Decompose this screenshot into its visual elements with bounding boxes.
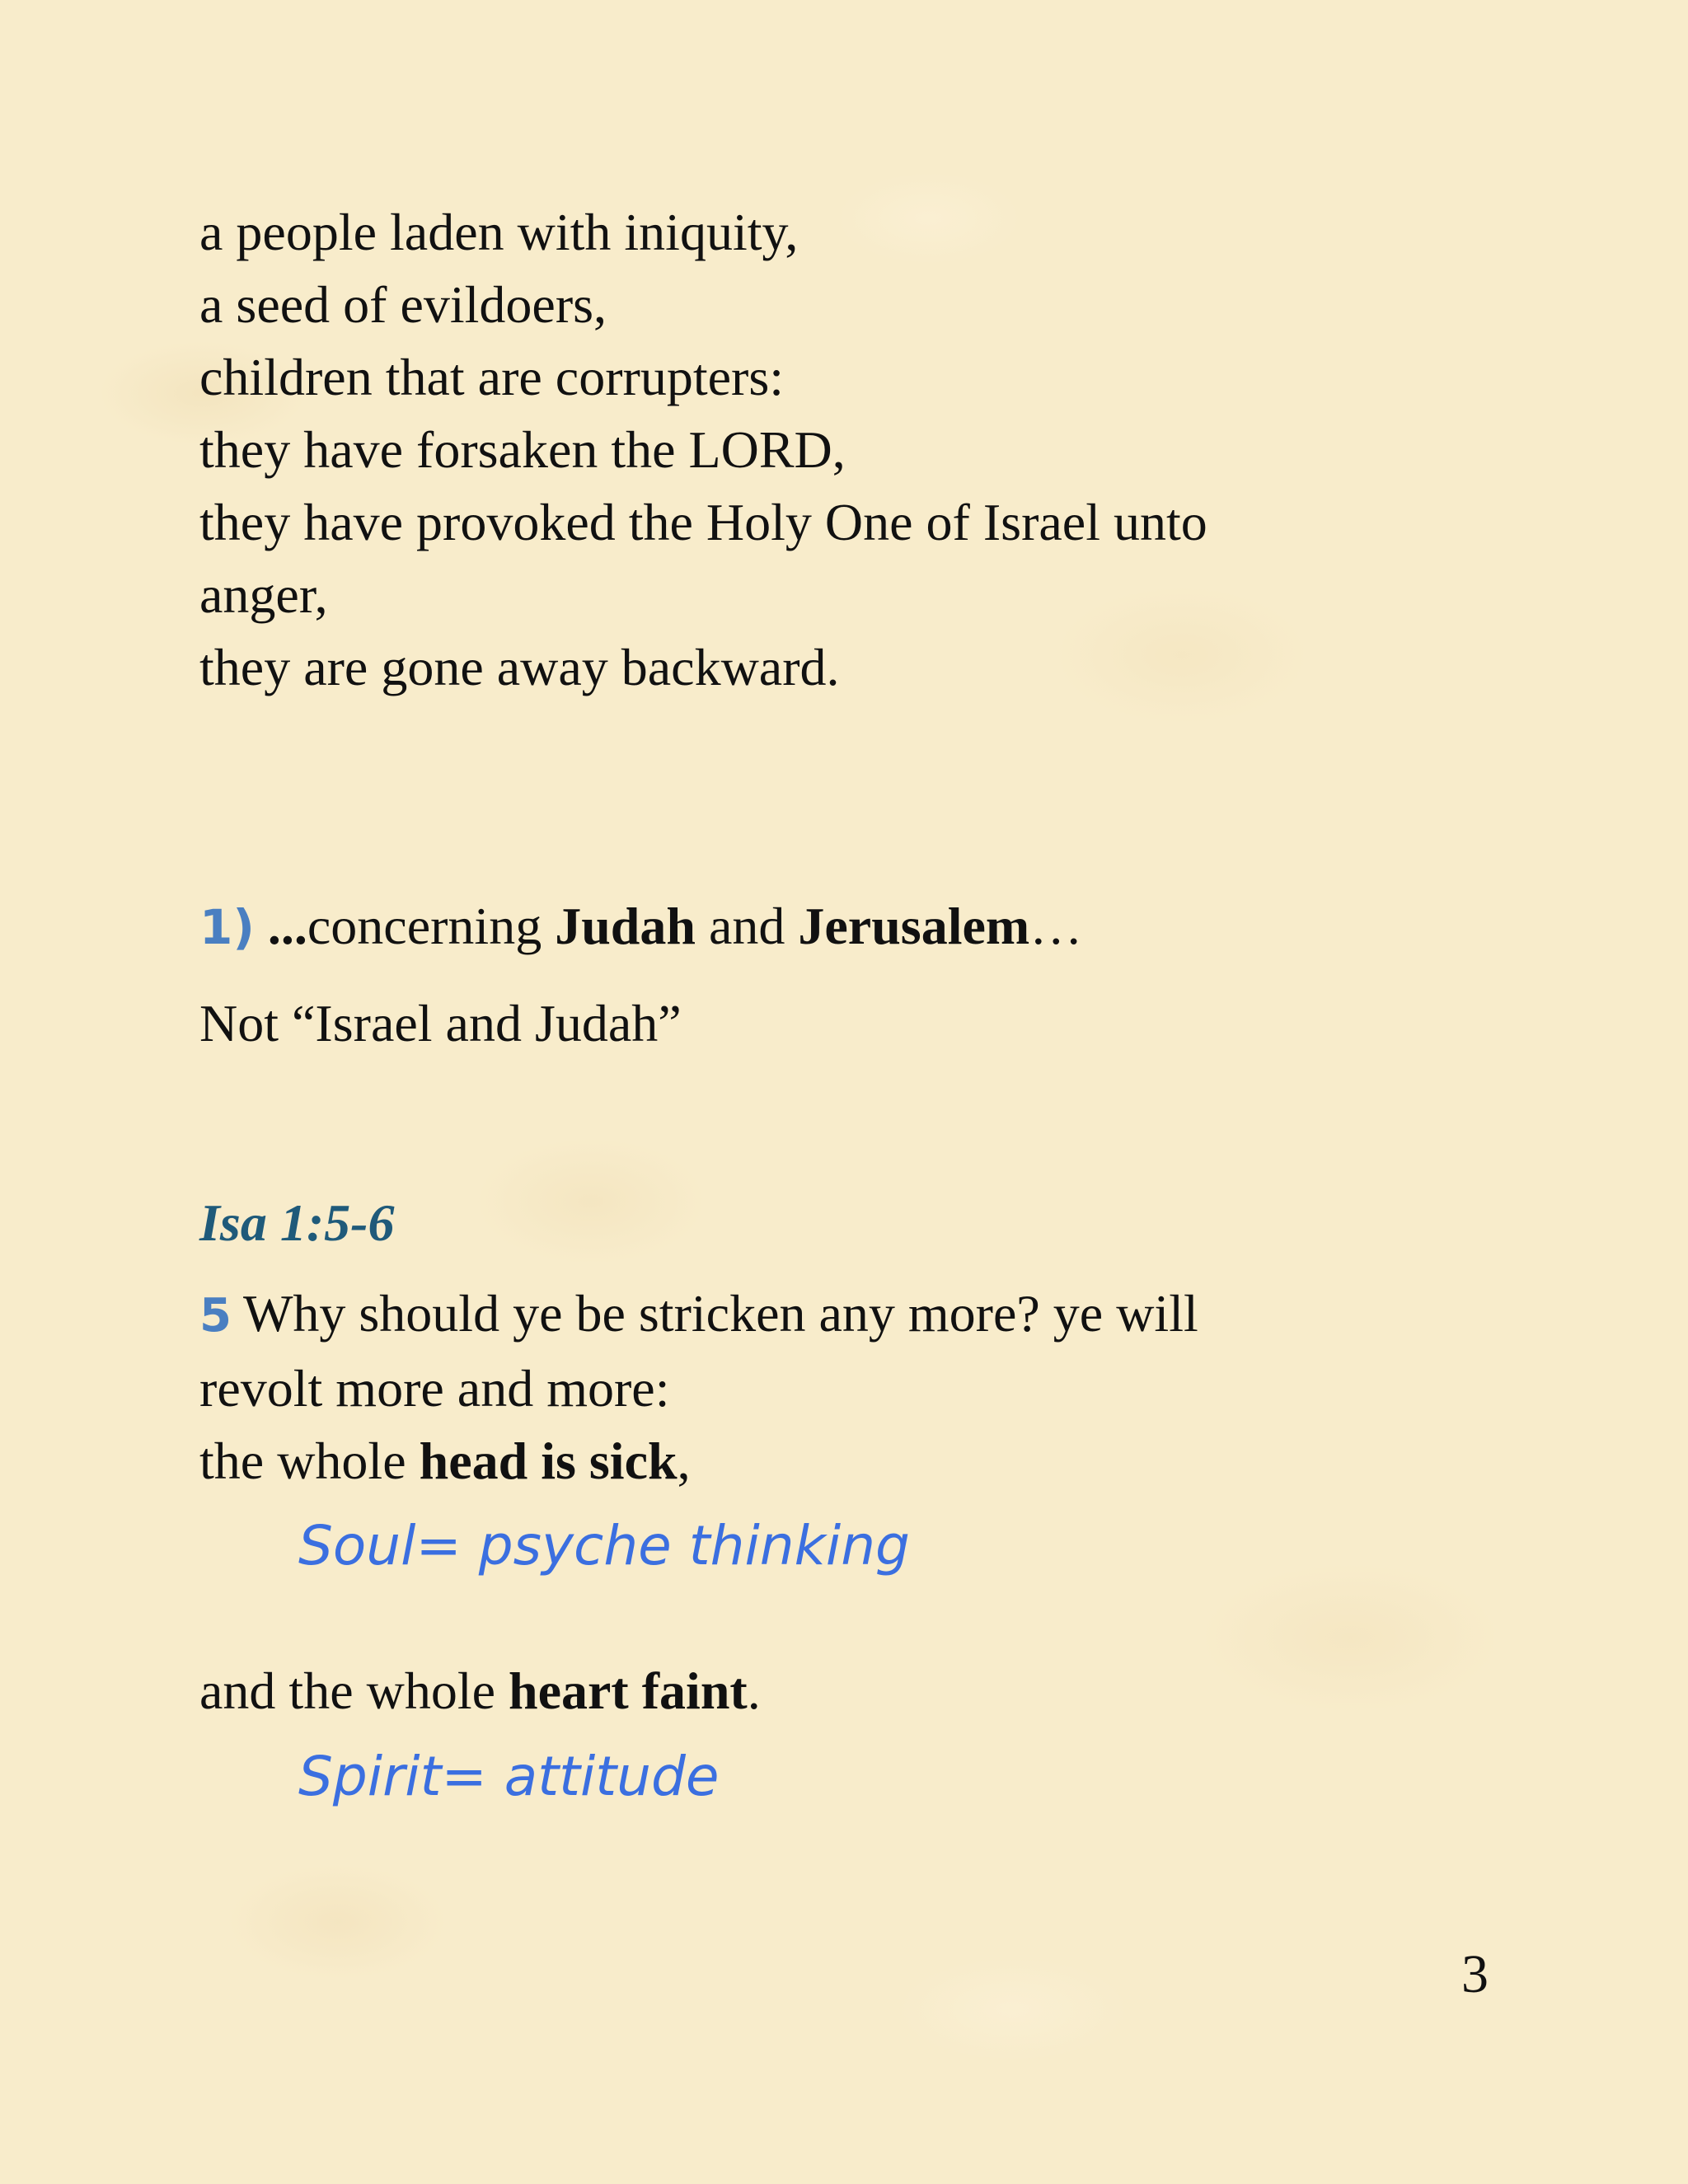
point-bold-judah: Judah xyxy=(555,897,696,955)
verse-line xyxy=(199,1425,1198,1497)
not-line: Not “Israel and Judah” xyxy=(199,994,682,1052)
poem-line: they have forsaken the LORD, xyxy=(199,420,846,479)
verse-text: Why should ye be stricken any more? ye will xyxy=(242,1284,1198,1343)
page-number: 3 xyxy=(1461,1944,1489,2004)
verse-bold-head: head is sick xyxy=(419,1432,678,1490)
heart-line xyxy=(199,1655,761,1727)
verse-line: revolt more and more: xyxy=(199,1359,670,1418)
poem-line: children that are corrupters: xyxy=(199,348,784,406)
poem-passage xyxy=(199,196,1207,704)
point-trail: … xyxy=(1029,897,1083,955)
heart-bold: heart faint xyxy=(509,1661,748,1720)
verse-text: the whole xyxy=(199,1432,420,1490)
point-lead: ... xyxy=(267,897,307,955)
poem-line: they are gone away backward. xyxy=(199,638,840,696)
poem-line: anger, xyxy=(199,565,328,624)
scripture-reference: Isa 1:5-6 xyxy=(199,1193,395,1252)
point-number: 1) xyxy=(199,899,255,955)
point-heading xyxy=(199,890,1082,963)
poem-line: they have provoked the Holy One of Israel unto xyxy=(199,493,1207,551)
verse-line xyxy=(199,1277,1198,1352)
note-spirit: Spirit= attitude xyxy=(298,1745,720,1808)
poem-line: a people laden with iniquity, xyxy=(199,203,799,261)
point-text: and xyxy=(695,897,799,955)
note-soul: Soul= psyche thinking xyxy=(298,1514,910,1577)
verse-passage xyxy=(199,1277,1198,1497)
verse-text: , xyxy=(677,1432,691,1490)
heart-text: . xyxy=(747,1661,761,1720)
heart-text: and the whole xyxy=(199,1661,509,1720)
point-bold-jerusalem: Jerusalem xyxy=(798,897,1030,955)
verse-number: 5 xyxy=(199,1289,232,1343)
point-text: concerning xyxy=(307,897,556,955)
poem-line: a seed of evildoers, xyxy=(199,275,607,334)
